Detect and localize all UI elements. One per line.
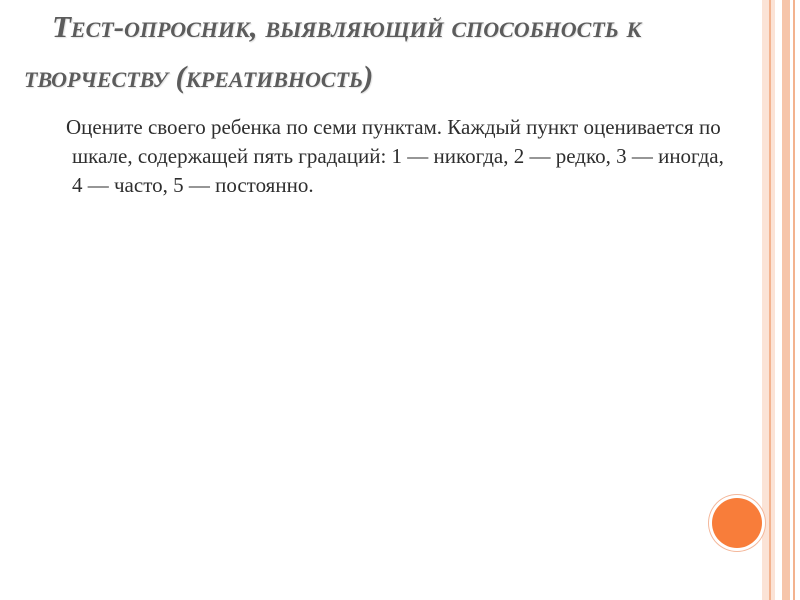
decorative-line	[769, 0, 771, 600]
decorative-band	[782, 0, 790, 600]
accent-circle	[712, 498, 762, 548]
slide-title: Тест-опросник, выявляющий способность к творчеству (креативность)	[24, 9, 642, 94]
slide-body-text: Оцените своего ребенка по семи пунктам. Каждый пункт оценивается по шкале, содержащей пять градаций: 1 — никогда, 2 — редко, 3 — иногда, 4 — часто, 5 — постоянно.	[66, 115, 724, 197]
decorative-line	[793, 0, 795, 600]
